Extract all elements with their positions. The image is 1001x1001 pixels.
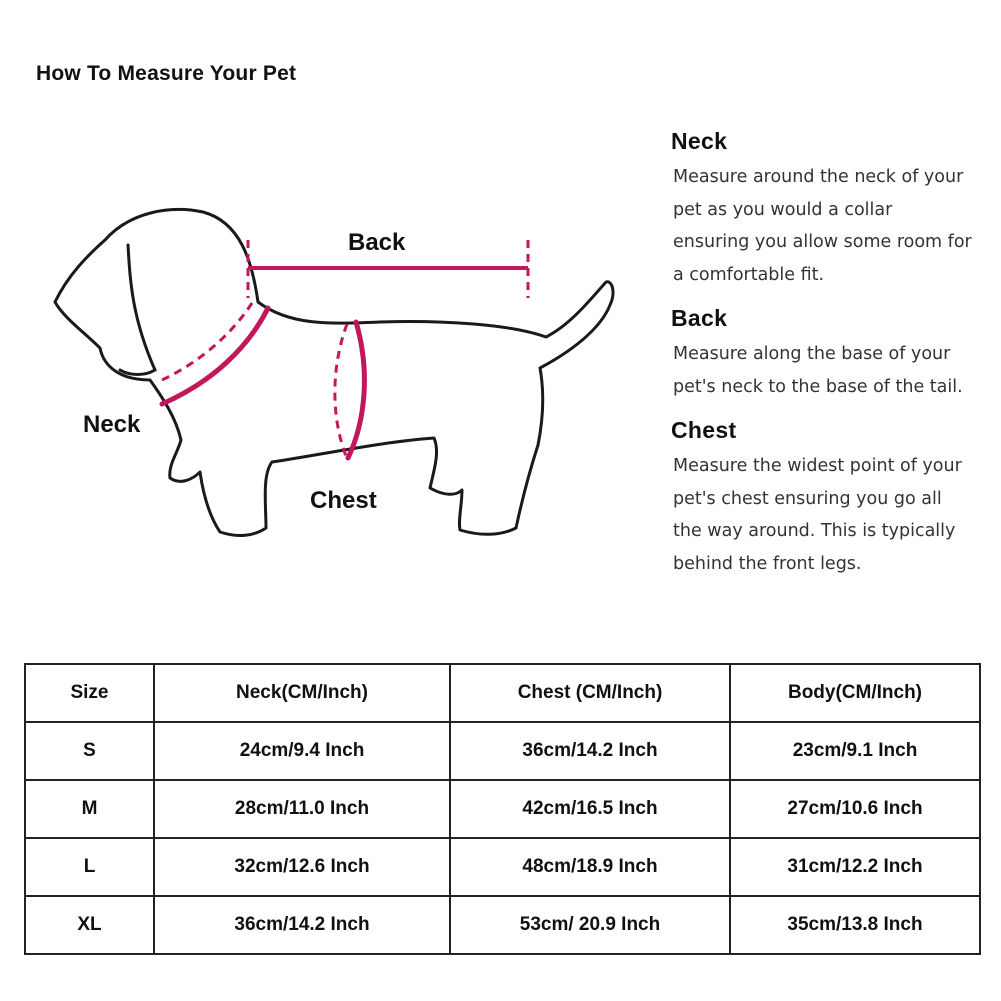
instruction-heading: Neck — [671, 128, 728, 154]
cell-neck: 32cm/12.6 Inch — [154, 838, 450, 896]
dog-measure-diagram — [0, 180, 640, 560]
page-title: How To Measure Your Pet — [36, 62, 297, 85]
back-label: Back — [348, 229, 406, 256]
cell-size: XL — [25, 896, 154, 954]
cell-body: 31cm/12.2 Inch — [730, 838, 980, 896]
cell-chest: 36cm/14.2 Inch — [450, 722, 730, 780]
table-row — [25, 838, 980, 896]
table-row — [25, 780, 980, 838]
cell-chest: 42cm/16.5 Inch — [450, 780, 730, 838]
cell-body: 35cm/13.8 Inch — [730, 896, 980, 954]
instruction-heading: Back — [671, 305, 728, 331]
instruction-heading: Chest — [671, 417, 737, 443]
instruction-neck — [671, 128, 981, 291]
instruction-chest — [671, 417, 981, 580]
size-chart-table — [24, 663, 981, 955]
cell-size: M — [25, 780, 154, 838]
cell-body: 23cm/9.1 Inch — [730, 722, 980, 780]
chest-band-dashed — [335, 324, 347, 456]
instruction-text: Measure around the neck of your pet as you would a collar ensuring you allow some room for a comfortable fit. — [673, 167, 972, 285]
table-row — [25, 722, 980, 780]
neck-label: Neck — [83, 411, 141, 438]
chest-band-solid — [348, 322, 364, 458]
cell-size: L — [25, 838, 154, 896]
cell-body: 27cm/10.6 Inch — [730, 780, 980, 838]
measure-instructions — [671, 128, 981, 594]
neck-band-dashed — [162, 303, 252, 380]
instruction-text: Measure along the base of your pet's neck to the base of the tail. — [673, 344, 963, 397]
chest-label: Chest — [310, 487, 377, 514]
instruction-text: Measure the widest point of your pet's chest ensuring you go all the way around. This is typically behind the front legs. — [673, 456, 962, 574]
dog-ear-outline — [120, 245, 155, 375]
cell-size: S — [25, 722, 154, 780]
neck-band-solid — [162, 308, 268, 404]
header-size: Size — [25, 664, 154, 722]
dog-outline-svg — [0, 180, 640, 560]
cell-neck: 24cm/9.4 Inch — [154, 722, 450, 780]
header-neck: Neck(CM/Inch) — [154, 664, 450, 722]
header-body: Body(CM/Inch) — [730, 664, 980, 722]
cell-chest: 53cm/ 20.9 Inch — [450, 896, 730, 954]
table-header-row — [25, 664, 980, 722]
table-row — [25, 896, 980, 954]
instruction-back — [671, 305, 981, 403]
cell-chest: 48cm/18.9 Inch — [450, 838, 730, 896]
cell-neck: 28cm/11.0 Inch — [154, 780, 450, 838]
cell-neck: 36cm/14.2 Inch — [154, 896, 450, 954]
header-chest: Chest (CM/Inch) — [450, 664, 730, 722]
